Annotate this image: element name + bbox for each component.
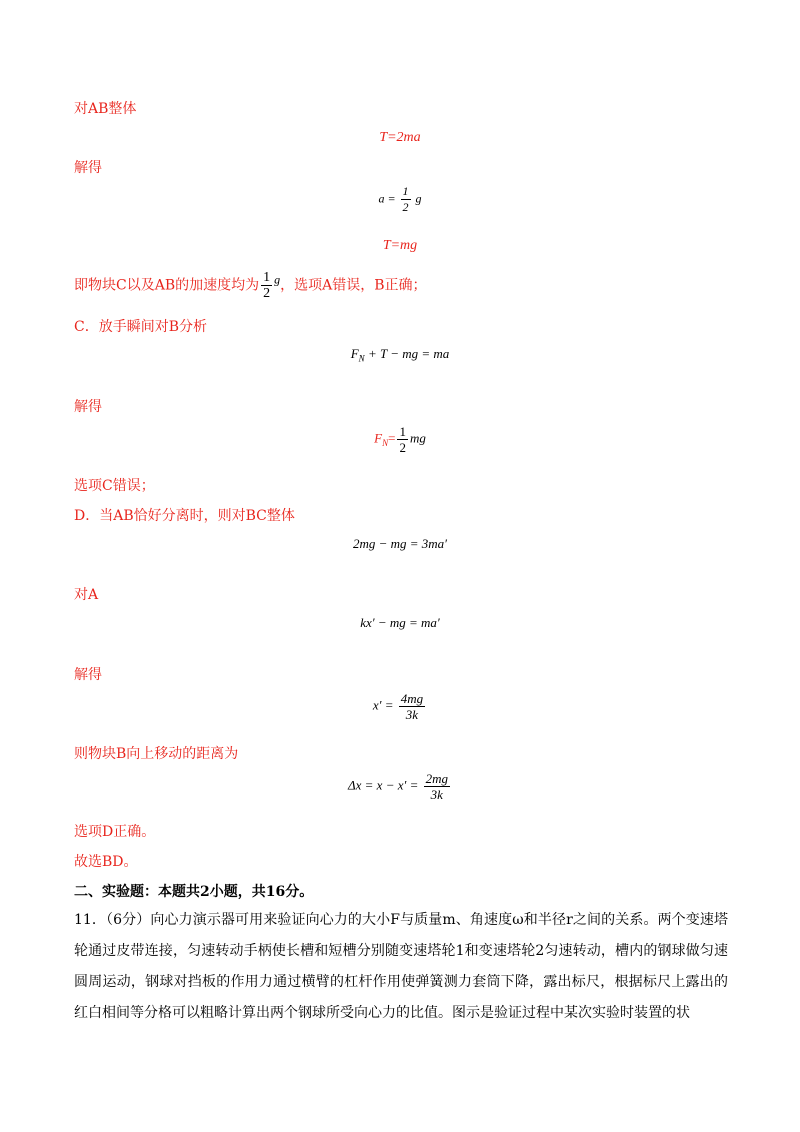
solution-line-c-wrong: 选项C错误；	[74, 478, 155, 494]
solution-line-choose: 故选BD。	[74, 854, 138, 870]
solution-line-for-a: 对A	[74, 587, 99, 603]
section-title: 二、实验题：本题共2小题，共16分。	[74, 884, 314, 900]
solution-line-solve-2: 解得	[74, 399, 102, 415]
equation-a-spring: kx′ − mg = ma′	[360, 615, 440, 630]
equation-fn-half-mg: $F_N=$ $\frac{1}{2}$ mg	[374, 424, 426, 455]
equation-t-2ma: T=2ma	[379, 130, 421, 145]
equation-bc-whole: 2mg − mg = 3ma′	[352, 536, 448, 551]
equation-x-prime: x′ = $\frac{4mg}{3k}$	[372, 691, 424, 722]
solution-line-d-correct: 选项D正确。	[74, 824, 156, 840]
solution-line-d: D．当AB恰好分离时，则对BC整体	[74, 508, 295, 524]
solution-line-c: C．放手瞬间对B分析	[74, 319, 207, 335]
solution-line-move-distance: 则物块B向上移动的距离为	[74, 746, 239, 762]
equation-delta-x: Δx = x − x′ = $\frac{2mg}{3k}$	[348, 771, 448, 802]
solution-line-ab-whole: 对AB整体	[74, 101, 137, 117]
equation-t-mg: T=mg	[382, 238, 418, 253]
question-11-text: 11．（6分）向心力演示器可用来验证向心力的大小F与质量m、角速度ω和半径r之间的关系。两个变速塔轮通过皮带连接，匀速转动手柄使长槽和短槽分别随变速塔轮1和变速塔轮2匀速转动，槽内的钢球做匀速圆周运动，钢球对挡板的作用力通过横臂的杠杆作用使弹簧测力套筒下降，露出标尺，根据标尺上露出的红白相间等分格可以粗略计算出两个钢球所受向心力的比值。图示是验证过程中某次实验时装置的状	[74, 912, 728, 1021]
solution-line-acceleration: 即物块C以及AB的加速度均为 $\frac{1}{2}$ g，选项A错误，B正确；	[74, 270, 427, 301]
solution-line-solve-3: 解得	[74, 667, 102, 683]
solution-line-solve-1: 解得	[74, 160, 102, 176]
equation-a-half-g: a = $\frac{1}{2}$ g	[378, 184, 422, 214]
equation-forces-b: $F_N + T$ − mg = ma	[350, 346, 450, 364]
